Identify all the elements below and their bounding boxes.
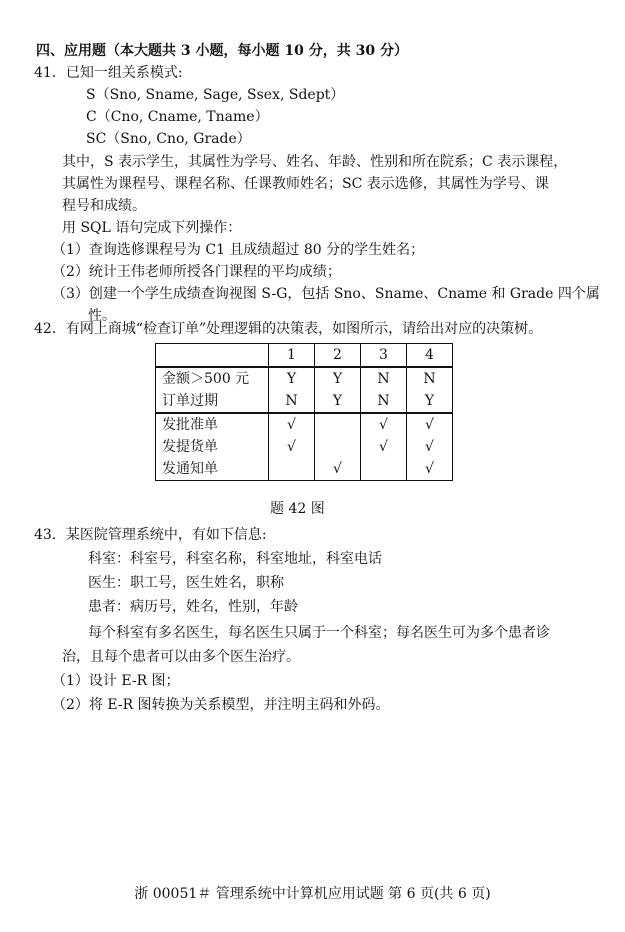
q43-task-1: （1）设计 E-R 图； [52, 673, 180, 689]
table-cell: N [407, 367, 453, 390]
table-cell: Y [315, 390, 361, 413]
page-footer: 浙 00051＃ 管理系统中计算机应用试题 第 6 页(共 6 页) [134, 886, 491, 902]
q41-schema-s: S（Sno, Sname, Sage, Ssex, Sdept） [86, 87, 345, 103]
condition-label: 金额＞500 元 [156, 367, 269, 390]
table-header-cell: 1 [269, 344, 315, 368]
q41-task-intro: 用 SQL 语句完成下列操作： [62, 220, 242, 236]
q43-entity-dept: 科室：科室号，科室名称，科室地址，科室电话 [88, 551, 382, 567]
action-label: 发批准单 [156, 413, 269, 436]
action-label: 发通知单 [156, 458, 269, 481]
q41-task-2: （2）统计王伟老师所授各门课程的平均成绩； [52, 264, 341, 280]
table-cell [269, 458, 315, 481]
table-cell: √ [407, 458, 453, 481]
table-cell: √ [407, 436, 453, 458]
q43-intro: 43．某医院管理系统中，有如下信息: [34, 527, 267, 543]
table-cell: √ [269, 413, 315, 436]
q41-desc-line: 其属性为课程号、课程名称、任课教师姓名；SC 表示选修，其属性为学号、课 [62, 176, 549, 192]
q41-desc-line: 程号和成绩。 [62, 198, 146, 214]
q43-entity-doctor: 医生：职工号，医生姓名，职称 [88, 575, 284, 591]
table-cell: Y [315, 367, 361, 390]
q41-task-3: （3）创建一个学生成绩查询视图 S-G，包括 Sno、Sname、Cname 和 Grade 四个属 [52, 286, 600, 302]
table-cell: √ [361, 436, 407, 458]
q43-task-2: （2）将 E-R 图转换为关系模型，并注明主码和外码。 [52, 697, 390, 713]
table-cell: √ [269, 436, 315, 458]
table-cell: Y [269, 367, 315, 390]
table-corner-cell [156, 344, 269, 368]
table-cell: √ [361, 413, 407, 436]
section-heading: 四、应用题（本大题共 3 小题，每小题 10 分，共 30 分） [36, 43, 408, 59]
q43-entity-patient: 患者：病历号，姓名，性别，年龄 [88, 599, 298, 615]
table-header-cell: 3 [361, 344, 407, 368]
table-cell: N [361, 390, 407, 413]
table-cell: N [269, 390, 315, 413]
table-row-action [156, 458, 453, 481]
table-row-condition [156, 390, 453, 413]
table-cell: N [361, 367, 407, 390]
table-row-action [156, 436, 453, 458]
table-cell [361, 458, 407, 481]
action-label: 发提货单 [156, 436, 269, 458]
table-cell [315, 436, 361, 458]
q41-task-3-cont: 性。 [88, 308, 116, 324]
table-row-condition [156, 367, 453, 390]
q41-intro: 41．已知一组关系模式: [34, 65, 183, 81]
q43-desc-line: 每个科室有多名医生，每名医生只属于一个科室；每名医生可为多个患者诊 [88, 625, 550, 641]
q42-text: 42．有网上商城“检查订单”处理逻辑的决策表，如图所示，请给出对应的决策树。 [34, 321, 543, 337]
q41-desc-line: 其中，S 表示学生，其属性为学号、姓名、年龄、性别和所在院系；C 表示课程， [62, 154, 568, 170]
table-header-row [156, 344, 453, 368]
table-header-cell: 2 [315, 344, 361, 368]
table-cell: √ [407, 413, 453, 436]
table-cell: √ [315, 458, 361, 481]
q41-task-1: （1）查询选修课程号为 C1 且成绩超过 80 分的学生姓名； [52, 242, 425, 258]
table-cell: Y [407, 390, 453, 413]
table-header-cell: 4 [407, 344, 453, 368]
q43-desc-line: 治，且每个患者可以由多个医生治疗。 [62, 649, 300, 665]
table-row-action [156, 413, 453, 436]
condition-label: 订单过期 [156, 390, 269, 413]
q41-schema-c: C（Cno, Cname, Tname） [86, 109, 269, 125]
q41-schema-sc: SC（Sno, Cno, Grade） [86, 131, 251, 147]
table-cell [315, 413, 361, 436]
figure-caption: 题 42 图 [270, 501, 325, 517]
decision-table [155, 343, 453, 481]
